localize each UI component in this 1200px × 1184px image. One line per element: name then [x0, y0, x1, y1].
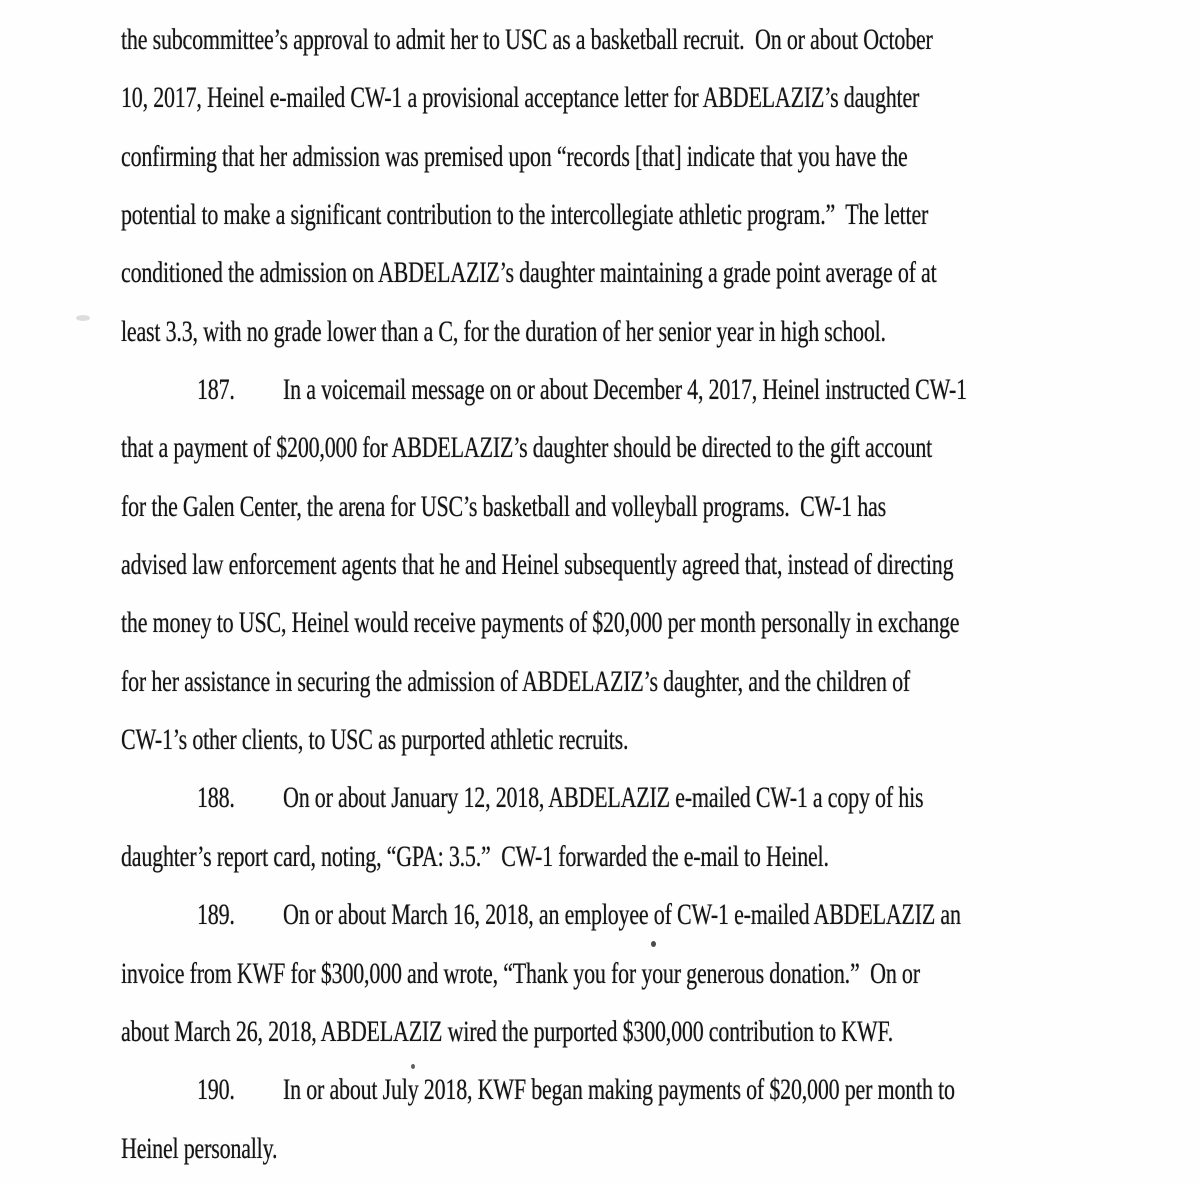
- line-text: conditioned the admission on ABDELAZIZ’s daughter maintaining a grade point average of at: [121, 255, 937, 290]
- paragraph-number: 190.: [197, 1072, 235, 1106]
- paragraph-number: 189.: [197, 897, 235, 931]
- line-text: [121, 897, 961, 932]
- paragraph-187: [121, 372, 1200, 780]
- line-text: least 3.3, with no grade lower than a C, for the duration of her senior year in high school.: [121, 313, 886, 348]
- paragraph-first-line-text: In or about July 2018, KWF began making payments of $20,000 per month to: [283, 1072, 955, 1106]
- line-text: for the Galen Center, the arena for USC’s basketball and volleyball programs. CW-1 has: [121, 488, 886, 523]
- document-line: [121, 839, 1200, 897]
- document-line: [121, 430, 1200, 488]
- scan-artifact-dot: [411, 1064, 415, 1069]
- document-line: [121, 139, 1200, 197]
- line-text: CW-1’s other clients, to USC as purported athletic recruits.: [121, 722, 629, 756]
- document-line: [121, 547, 1200, 605]
- line-text: Heinel personally.: [121, 1130, 278, 1165]
- document-line: [121, 722, 1200, 780]
- paragraph-first-line-text: On or about January 12, 2018, ABDELAZIZ e-mailed CW-1 a copy of his: [283, 780, 924, 815]
- line-text: [121, 1072, 955, 1107]
- document-line: [121, 80, 1200, 138]
- document-line: [121, 1131, 1200, 1184]
- document-line: [121, 956, 1200, 1014]
- paragraph-first-line-text: In a voicemail message on or about December 4, 2017, Heinel instructed CW-1: [283, 372, 967, 406]
- document-line: [121, 314, 1200, 372]
- document-line: [121, 605, 1200, 663]
- paragraph-188: [121, 780, 1200, 897]
- line-text: the money to USC, Heinel would receive payments of $20,000 per month personally in exchange: [121, 605, 960, 640]
- document-line: [121, 489, 1200, 547]
- document-line: [121, 372, 1200, 430]
- document-line: [121, 255, 1200, 313]
- paragraph-continuation: [121, 22, 1200, 372]
- paragraph-number: 188.: [197, 780, 235, 815]
- line-text: invoice from KWF for $300,000 and wrote, “Thank you for your generous donation.” On or: [121, 955, 920, 990]
- paragraph-first-line-text: On or about March 16, 2018, an employee of CW-1 e-mailed ABDELAZIZ an: [283, 897, 961, 931]
- document-line: [121, 22, 1200, 80]
- line-text: confirming that her admission was premised upon “records [that] indicate that you have the: [121, 138, 908, 173]
- document-line: [121, 1072, 1200, 1130]
- line-text: [121, 780, 923, 815]
- paragraph-number: 187.: [197, 372, 235, 406]
- line-text: for her assistance in securing the admission of ABDELAZIZ’s daughter, and the children of: [121, 663, 910, 698]
- paragraph-189: [121, 897, 1200, 1072]
- scan-artifact-dot: [76, 315, 90, 321]
- document-line: [121, 897, 1200, 955]
- document-line: [121, 1014, 1200, 1072]
- line-text: that a payment of $200,000 for ABDELAZIZ’s daughter should be directed to the gift account: [121, 430, 933, 465]
- paragraph-190: [121, 1072, 1200, 1184]
- line-text: daughter’s report card, noting, “GPA: 3.5.” CW-1 forwarded the e-mail to Heinel.: [121, 838, 829, 873]
- line-text: [121, 372, 967, 407]
- document-line: [121, 780, 1200, 838]
- line-text: 10, 2017, Heinel e-mailed CW-1 a provisional acceptance letter for ABDELAZIZ’s daughter: [121, 80, 920, 115]
- document-line: [121, 197, 1200, 255]
- line-text: potential to make a significant contribution to the intercollegiate athletic program.” The letter: [121, 197, 929, 231]
- scan-artifact-dot: [651, 941, 656, 947]
- line-text: about March 26, 2018, ABDELAZIZ wired the purported $300,000 contribution to KWF.: [121, 1013, 894, 1048]
- line-text: advised law enforcement agents that he and Heinel subsequently agreed that, instead of directing: [121, 547, 954, 581]
- document-line: [121, 664, 1200, 722]
- line-text: the subcommittee’s approval to admit her to USC as a basketball recruit. On or about October: [121, 22, 933, 56]
